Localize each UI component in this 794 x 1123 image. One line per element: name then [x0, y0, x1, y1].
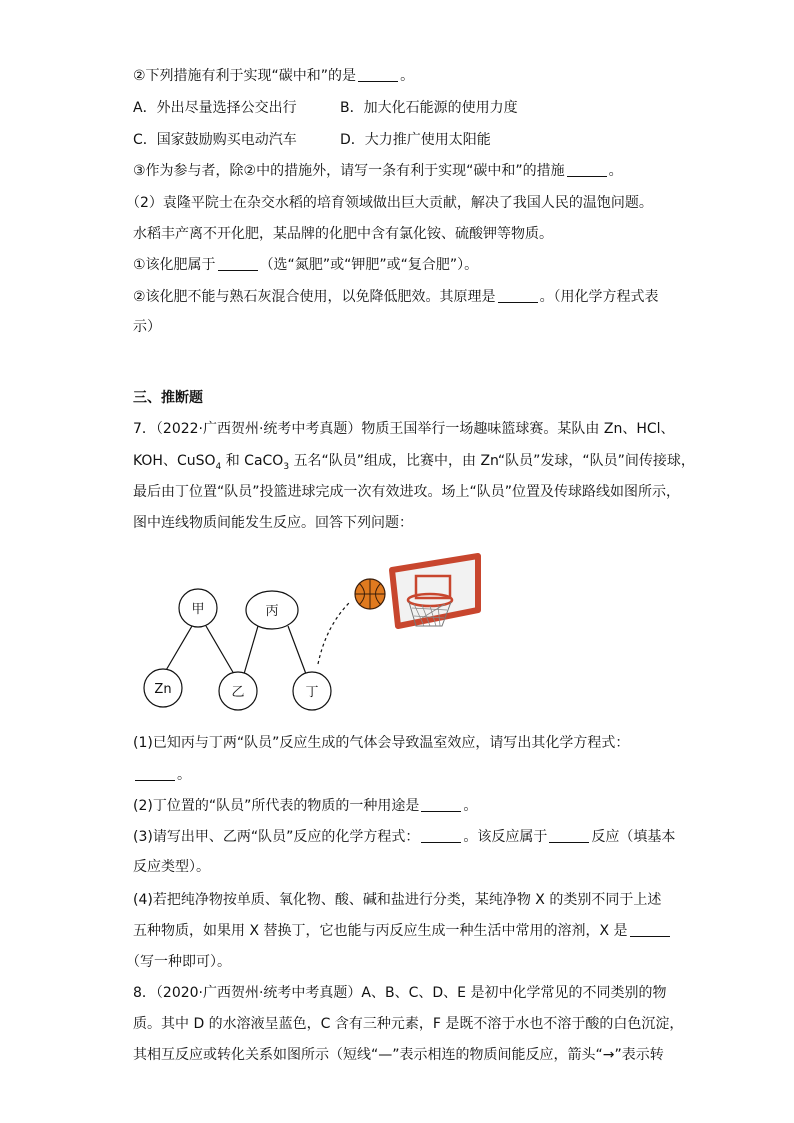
link-bing-yi [244, 626, 258, 674]
q6-part2-line2: 水稻丰产离不开化肥，某品牌的化肥中含有氯化铵、硫酸钾等物质。 [133, 226, 553, 242]
link-jia-yi [206, 626, 234, 674]
q6-part2-sub1-b: （选“氮肥”或“钾肥”或“复合肥”）。 [259, 257, 479, 273]
q7-sub2-a: (2)丁位置的“队员”所代表的物质的一种用途是 [133, 798, 420, 814]
q7-sub3-c: 反应（填基本 [591, 829, 676, 845]
q7-sub3-cont: 反应类型）。 [133, 859, 210, 875]
option-c: C．国家鼓励购买电动汽车 [133, 132, 297, 148]
q7-sub3 [133, 827, 675, 847]
q7-line2-c: 五名“队员”组成，比赛中，由 Zn“队员”发球，“队员”间传接球， [289, 453, 695, 469]
answer-blank[interactable] [567, 162, 607, 177]
q7-sub1-answer [133, 765, 191, 785]
q6-sub2-end: 。 [400, 68, 415, 84]
q7-sub4-line2 [133, 921, 672, 941]
basketball-icon [355, 579, 385, 609]
q8-line2: 质。其中 D 的水溶液呈蓝色，C 含有三种元素，F 是既不溶于水也不溶于酸的白色沉淀， [133, 1016, 684, 1032]
q7-line2 [133, 451, 695, 477]
link-jia-zn [165, 626, 192, 672]
q6-sub2-text: ②下列措施有利于实现“碳中和”的是 [133, 68, 357, 84]
node-zn-label: Zn [154, 682, 172, 697]
q7-sub4-line1: (4)若把纯净物按单质、氧化物、酸、碱和盐进行分类，某纯净物 X 的类别不同于上述 [133, 892, 662, 908]
q6-part2-sub2-b: 。（用化学方程式表 [539, 289, 659, 305]
q6-part2-sub2-a: ②该化肥不能与熟石灰混合使用，以免降低肥效。其原理是 [133, 289, 496, 305]
q7-sub2 [133, 796, 477, 816]
node-yi-label: 乙 [231, 685, 245, 700]
basketball-hoop-icon [392, 556, 478, 626]
q6-part2-line1: （2）袁隆平院士在杂交水稻的培育领域做出巨大贡献，解决了我国人民的温饱问题。 [126, 195, 653, 211]
q6-part2-sub1 [133, 255, 478, 275]
link-bing-ding [288, 626, 306, 674]
subscript: 3 [283, 461, 290, 472]
q8-line1: 8．（2020·广西贺州·统考中考真题）A、B、C、D、E 是初中化学常见的不同类别的物 [133, 985, 667, 1001]
q6-sub2-line [133, 66, 414, 86]
q6-part2-sub1-a: ①该化肥属于 [133, 257, 216, 273]
answer-blank[interactable] [135, 766, 175, 781]
q7-line1: 7．（2022·广西贺州·统考中考真题）物质王国举行一场趣味篮球赛。某队由 Zn、HCl、 [133, 421, 675, 437]
q6-sub3-end: 。 [608, 163, 623, 179]
q7-sub4-line3: （写一种即可）。 [126, 954, 231, 970]
answer-blank[interactable] [498, 288, 538, 303]
q7-line2-b: 和 CaCO [221, 453, 284, 469]
node-bing-label: 丙 [265, 604, 279, 619]
q7-line3: 最后由丁位置“队员”投篮进球完成一次有效进攻。场上“队员”位置及传球路线如图所示， [133, 484, 681, 500]
node-jia-label: 甲 [191, 602, 205, 617]
q7-sub1-end: 。 [177, 767, 191, 783]
answer-blank[interactable] [421, 828, 461, 843]
q7-line4: 图中连线物质间能发生反应。回答下列问题： [133, 515, 413, 531]
q6-sub3-line [133, 161, 623, 181]
basketball-diagram [140, 548, 500, 718]
q7-sub3-a: (3)请写出甲、乙两“队员”反应的化学方程式： [133, 829, 420, 845]
answer-blank[interactable] [630, 922, 670, 937]
option-b: B．加大化石能源的使用力度 [340, 100, 518, 116]
answer-blank[interactable] [421, 797, 461, 812]
q6-part2-sub2-cont: 示） [133, 319, 161, 335]
option-a: A．外出尽量选择公交出行 [133, 100, 297, 116]
answer-blank[interactable] [549, 828, 589, 843]
q6-sub3-text: ③作为参与者，除②中的措施外，请写一条有利于实现“碳中和”的措施 [133, 163, 565, 179]
q6-part2-sub2 [133, 287, 659, 307]
q7-sub4-line2-text: 五种物质，如果用 X 替换丁，它也能与丙反应生成一种生活中常用的溶剂，X 是 [133, 923, 628, 939]
option-d: D．大力推广使用太阳能 [340, 132, 491, 148]
q7-sub2-b: 。 [463, 798, 478, 814]
section-title: 三、推断题 [133, 390, 203, 406]
q8-line3: 其相互反应或转化关系如图所示（短线“—”表示相连的物质间能反应，箭头“→”表示转 [133, 1047, 664, 1063]
shot-path [318, 602, 350, 664]
node-ding-label: 丁 [305, 685, 319, 700]
answer-blank[interactable] [358, 67, 398, 82]
subscript: 4 [215, 461, 222, 472]
q7-sub3-b: 。该反应属于 [463, 829, 548, 845]
answer-blank[interactable] [218, 256, 258, 271]
q7-line2-a: KOH、CuSO [133, 453, 216, 469]
q7-sub1: (1)已知丙与丁两“队员”反应生成的气体会导致温室效应，请写出其化学方程式： [133, 735, 630, 751]
